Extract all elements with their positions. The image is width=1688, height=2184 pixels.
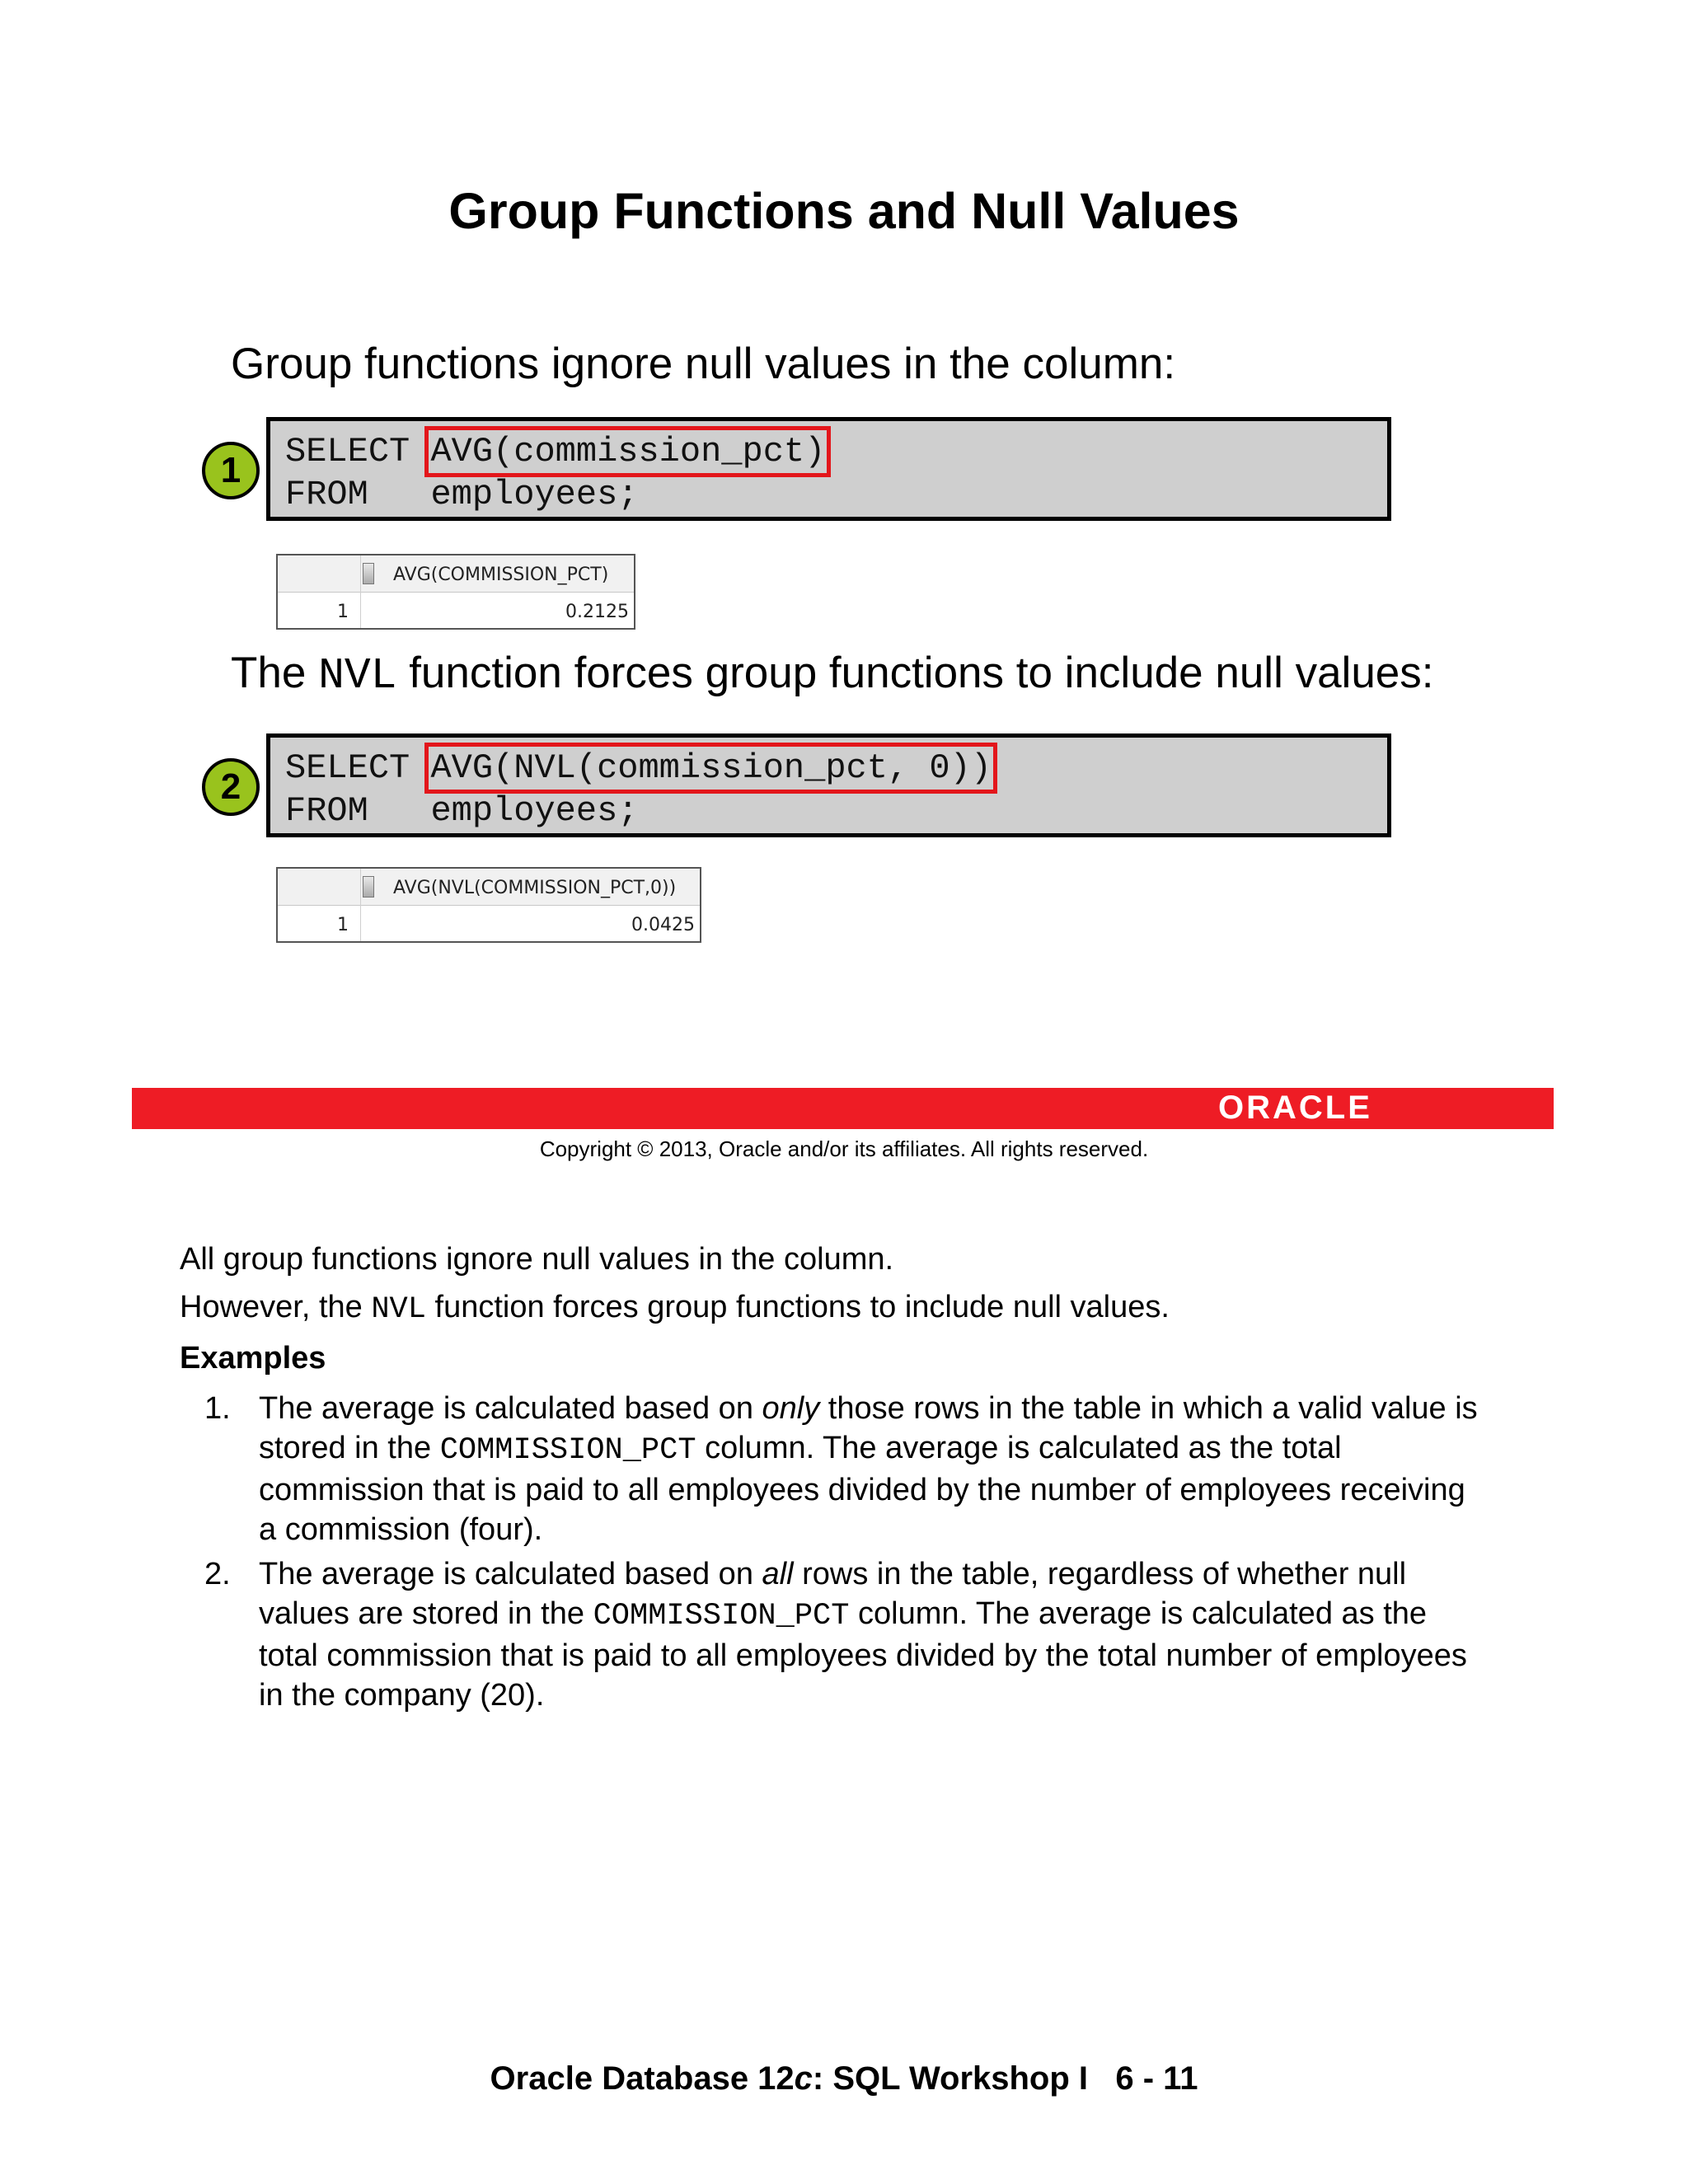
code-line-select bbox=[285, 748, 992, 789]
result-row-number: 1 bbox=[337, 915, 349, 935]
text-part: column. The average is calculated as the bbox=[849, 1596, 1428, 1631]
inline-code-nvl: NVL bbox=[318, 651, 397, 701]
sql-keyword-select: SELECT bbox=[285, 748, 431, 788]
inline-code-column: COMMISSION_PCT bbox=[439, 1433, 696, 1468]
slide-title: Group Functions and Null Values bbox=[448, 183, 1240, 239]
step-badge-1: 1 bbox=[202, 442, 260, 499]
result-column-header: AVG(NVL(COMMISSION_PCT,0)) bbox=[393, 878, 677, 898]
sql-code-block-1 bbox=[266, 417, 1391, 521]
list-item-text bbox=[259, 1554, 1553, 1715]
text-part: column. The average is calculated as the total bbox=[696, 1431, 1342, 1465]
emphasis-text: only bbox=[762, 1391, 820, 1426]
result-column-header: AVG(COMMISSION_PCT) bbox=[393, 565, 609, 585]
sort-icon bbox=[363, 563, 374, 584]
highlighted-expression: AVG(commission_pct) bbox=[430, 432, 826, 471]
list-item-text bbox=[259, 1389, 1553, 1549]
query-result-grid-2 bbox=[276, 867, 701, 943]
emphasis-text: all bbox=[762, 1557, 794, 1591]
sql-table-name: employees; bbox=[430, 475, 639, 514]
sql-table-name: employees; bbox=[430, 791, 639, 831]
lead-text-nvl bbox=[231, 647, 1434, 702]
text-part: The average is calculated based on bbox=[259, 1391, 762, 1426]
list-line: commission that is paid to all employees divided by the number of employees receiving bbox=[259, 1473, 1465, 1507]
text-part: stored in the bbox=[259, 1431, 440, 1465]
footer-italic: c bbox=[794, 2060, 813, 2097]
lead-text-part: The bbox=[231, 649, 319, 697]
step-badge-2: 2 bbox=[202, 758, 260, 816]
code-line-from bbox=[285, 474, 638, 515]
list-item-number: 1. bbox=[204, 1391, 231, 1426]
text-part: rows in the table, regardless of whether null bbox=[793, 1557, 1407, 1591]
list-line bbox=[259, 1594, 1553, 1636]
copyright-notice: Copyright © 2013, Oracle and/or its affiliates. All rights reserved. bbox=[539, 1137, 1149, 1161]
list-line bbox=[259, 1428, 1553, 1470]
result-cell-value: 0.2125 bbox=[565, 602, 629, 622]
result-row-number: 1 bbox=[337, 602, 349, 622]
notes-text-part: function forces group functions to include null values. bbox=[425, 1290, 1170, 1324]
notes-text-part: However, the bbox=[180, 1290, 372, 1324]
text-part: those rows in the table in which a valid value is bbox=[819, 1391, 1478, 1426]
lead-text-group-functions: Group functions ignore null values in the column: bbox=[231, 340, 1176, 388]
inline-code-column: COMMISSION_PCT bbox=[593, 1599, 850, 1633]
list-line: a commission (four). bbox=[259, 1512, 543, 1547]
oracle-logo: ORACLE bbox=[1218, 1090, 1372, 1126]
examples-heading: Examples bbox=[180, 1341, 326, 1376]
list-line: in the company (20). bbox=[259, 1678, 545, 1713]
page-footer bbox=[0, 2058, 1688, 2099]
sql-keyword-from: FROM bbox=[285, 791, 431, 831]
highlighted-expression: AVG(NVL(commission_pct, 0)) bbox=[430, 748, 992, 788]
code-line-from bbox=[285, 790, 638, 832]
list-line: total commission that is paid to all employees divided by the total number of employees bbox=[259, 1638, 1467, 1673]
footer-text-part: Oracle Database 12 bbox=[490, 2060, 795, 2097]
list-line bbox=[259, 1389, 1553, 1428]
text-part: The average is calculated based on bbox=[259, 1557, 762, 1591]
notes-line-2 bbox=[180, 1288, 1170, 1329]
sql-code-block-2 bbox=[266, 733, 1391, 837]
result-cell-value: 0.0425 bbox=[631, 915, 695, 935]
query-result-grid-1 bbox=[276, 554, 635, 630]
sql-keyword-select: SELECT bbox=[285, 432, 431, 471]
sort-icon bbox=[363, 876, 374, 898]
list-item-number: 2. bbox=[204, 1557, 231, 1591]
lead-text-part: function forces group functions to include null values: bbox=[396, 649, 1434, 697]
footer-text-part: : SQL Workshop I 6 - 11 bbox=[812, 2060, 1198, 2097]
sql-keyword-from: FROM bbox=[285, 475, 431, 514]
code-line-select bbox=[285, 431, 825, 472]
text-part: values are stored in the bbox=[259, 1596, 593, 1631]
list-line bbox=[259, 1554, 1553, 1594]
notes-line-1: All group functions ignore null values in the column. bbox=[180, 1242, 894, 1277]
inline-code-nvl: NVL bbox=[371, 1292, 426, 1327]
